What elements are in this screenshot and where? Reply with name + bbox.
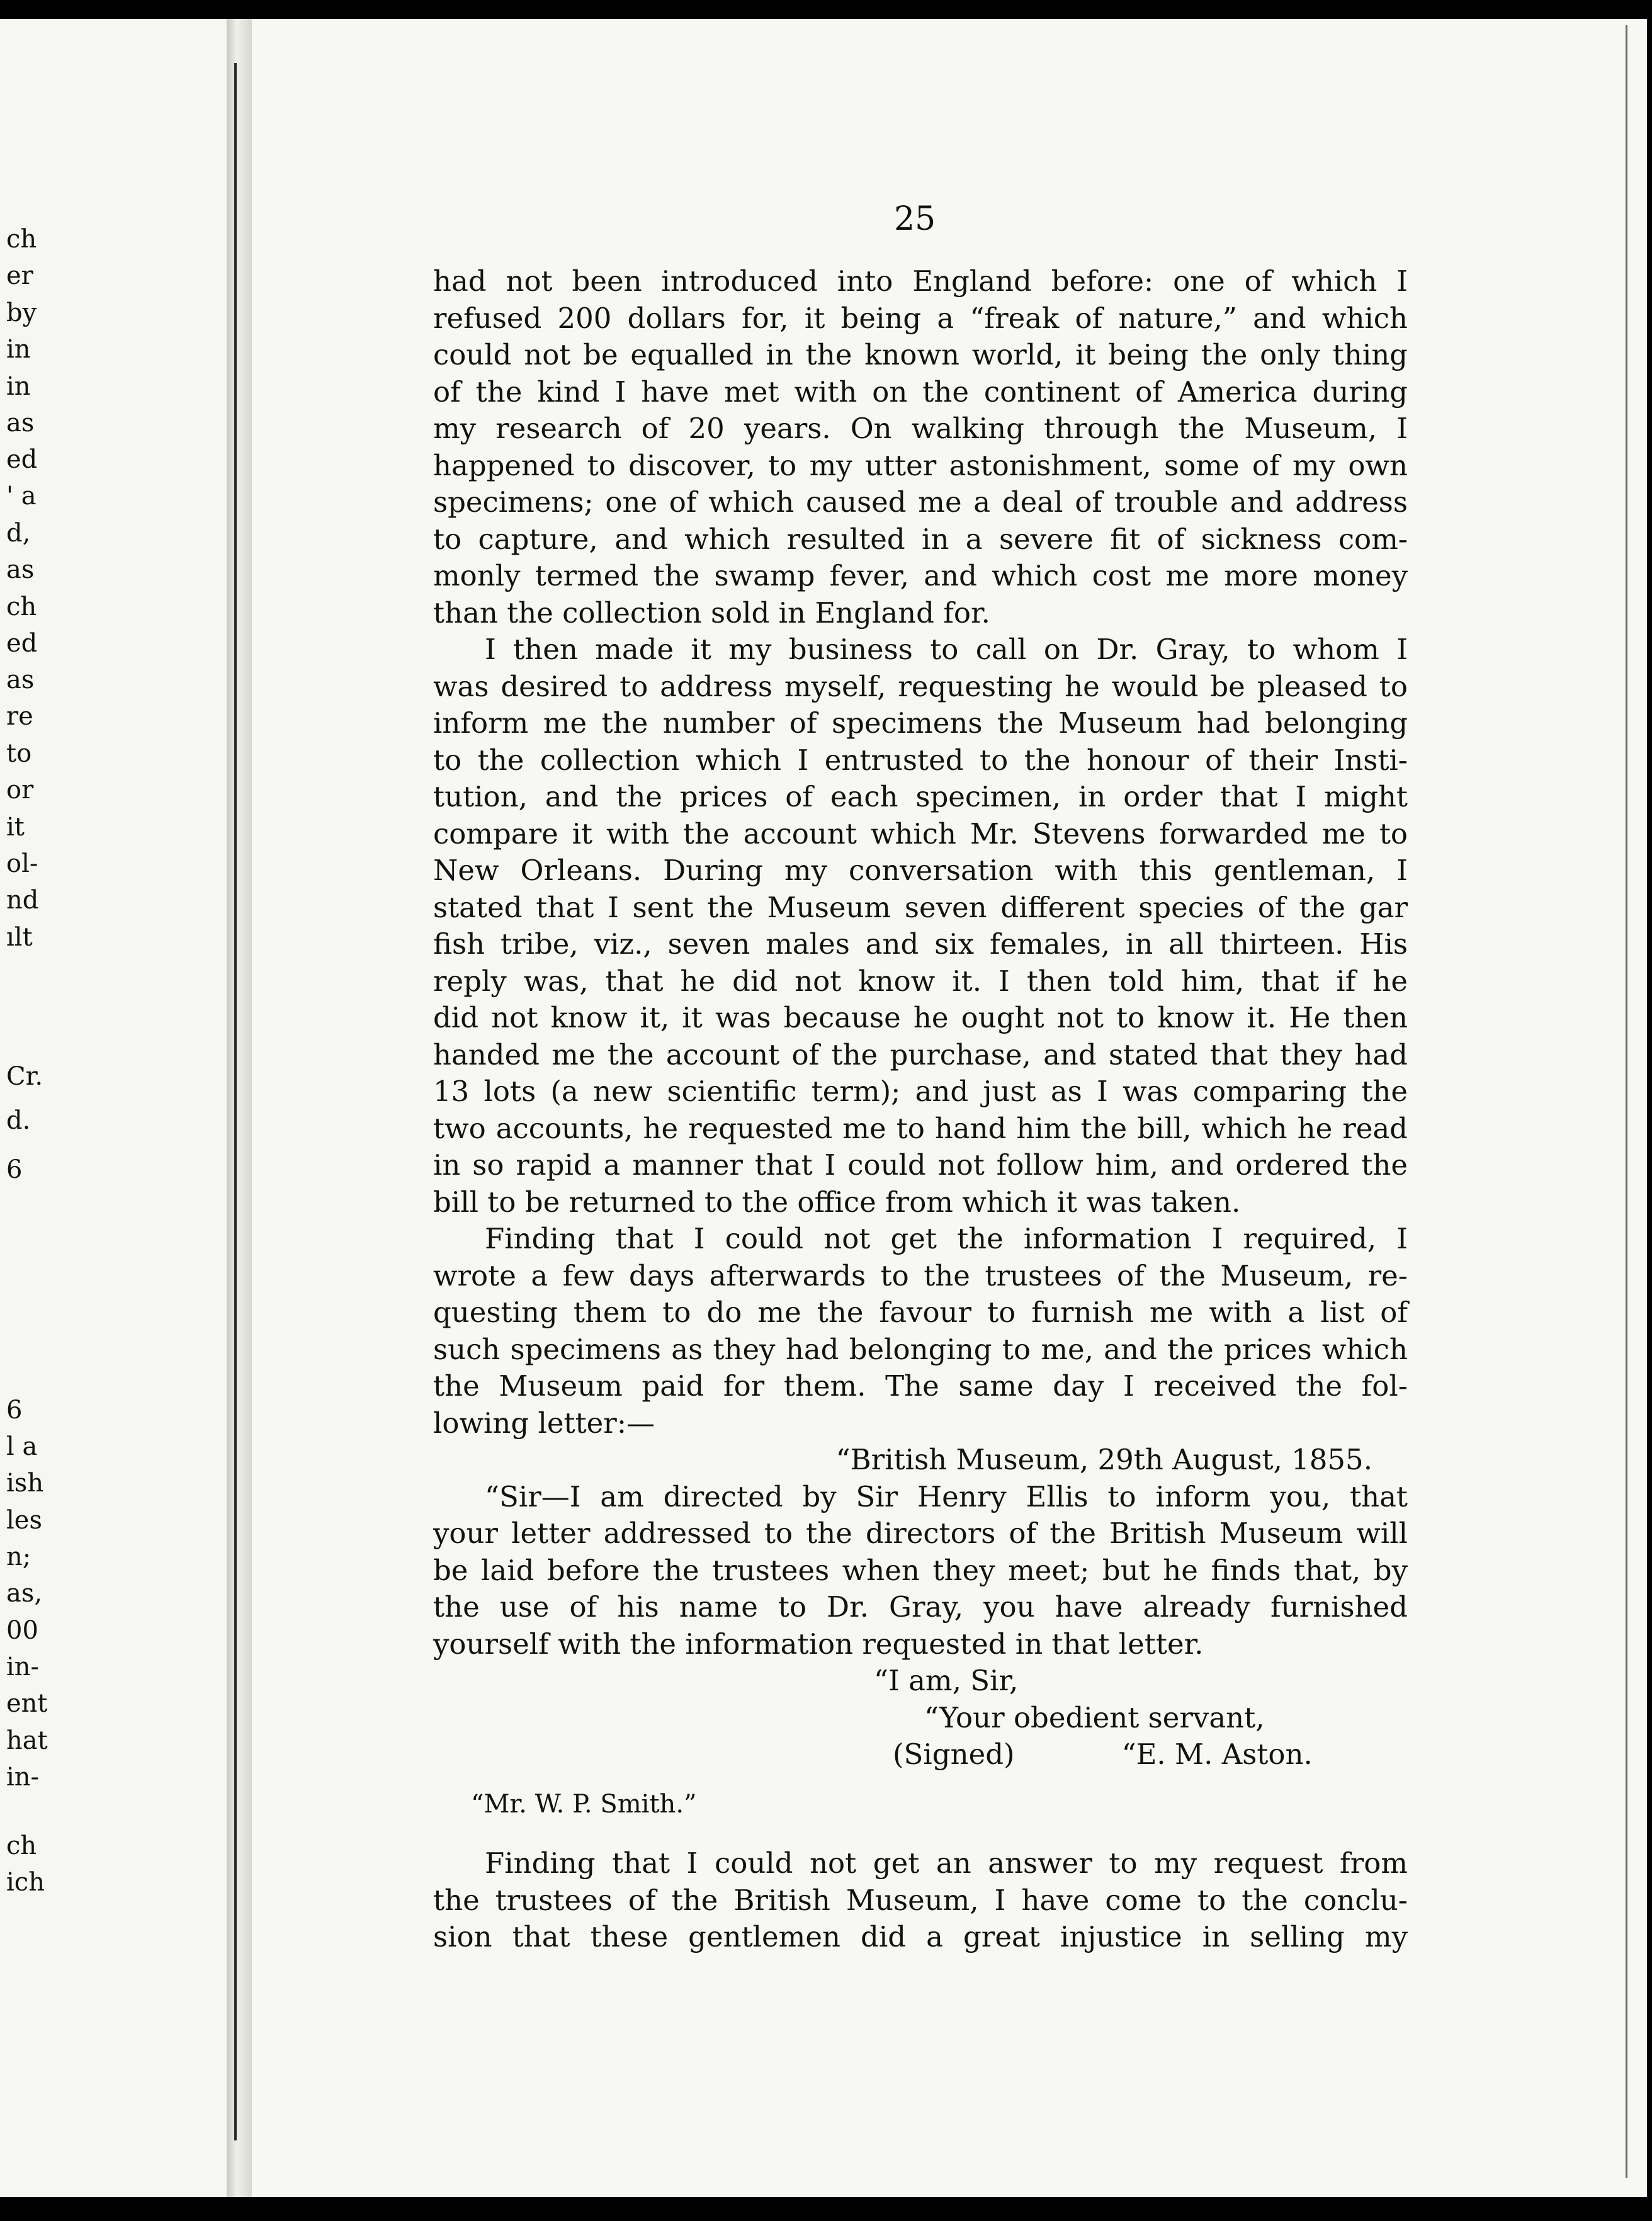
left-page-fragment: 6 <box>6 1396 23 1425</box>
text-line: such specimens as they had belonging to me, and the prices which <box>433 1332 1408 1366</box>
text-line: in so rapid a manner that I could not follow him, and ordered the <box>433 1148 1408 1182</box>
left-page-fragment: ol- <box>6 849 38 878</box>
text-line: the use of his name to Dr. Gray, you have already furnished <box>433 1590 1408 1624</box>
text-line: of the kind I have met with on the continent of America during <box>433 375 1408 409</box>
text-line: inform me the number of specimens the Museum had belonging <box>433 706 1408 740</box>
gutter-line <box>234 63 237 2140</box>
text-line: did not know it, it was because he ought not to know it. He then <box>433 1001 1408 1034</box>
text-line: refused 200 dollars for, it being a “freak of nature,” and which <box>433 301 1408 335</box>
text-line: to capture, and which resulted in a severe fit of sickness com- <box>433 522 1408 556</box>
left-page-fragment: as <box>6 555 35 584</box>
text-line: yourself with the information requested in that letter. <box>433 1627 1204 1661</box>
left-page-fragment: l a <box>6 1432 38 1461</box>
text-line: two accounts, he requested me to hand him the bill, which he read <box>433 1111 1408 1145</box>
left-page-fragment: 6 <box>6 1155 23 1184</box>
paragraph <box>433 631 1408 1221</box>
text-line: was desired to address myself, requesting he would be pleased to <box>433 669 1408 703</box>
left-page-fragment: hat <box>6 1726 48 1755</box>
text-line: monly termed the swamp fever, and which cost me more money <box>433 559 1408 592</box>
text-line: New Orleans. During my conversation with this gentleman, I <box>433 854 1408 887</box>
page-edge-line <box>1626 25 1627 2178</box>
text-line: “Sir—I am directed by Sir Henry Ellis to inform you, that <box>485 1479 1408 1513</box>
left-page-fragment: 00 <box>6 1616 38 1645</box>
left-page-fragment: as, <box>6 1579 43 1608</box>
left-page-fragment: ent <box>6 1689 48 1718</box>
paragraph <box>433 1221 1408 1442</box>
text-line: Finding that I could not get an answer to my request from <box>485 1846 1408 1880</box>
page-number: 25 <box>894 200 936 238</box>
left-page-fragment: as <box>6 409 35 438</box>
left-page-fragment: ich <box>6 1868 45 1897</box>
text-line: the trustees of the British Museum, I have come to the conclu- <box>433 1883 1408 1917</box>
left-page-fragment: ch <box>6 1831 37 1860</box>
text-line: 13 lots (a new scientific term); and just as I was comparing the <box>433 1075 1408 1108</box>
letter-dateline: “British Museum, 29th August, 1855. <box>835 1443 1372 1476</box>
left-page-fragment: by <box>6 298 37 327</box>
letter-body <box>433 1479 1408 1663</box>
text-line: lowing letter:— <box>433 1406 655 1440</box>
text-line: sion that these gentlemen did a great injustice in selling my <box>433 1920 1408 1953</box>
text-line: could not be equalled in the known world, it being the only thing <box>433 338 1408 371</box>
left-page-fragment: ed <box>6 629 38 658</box>
left-page-fragment: ed <box>6 445 38 474</box>
text-line: to the collection which I entrusted to the honour of their Insti- <box>433 743 1408 777</box>
left-page-fragment: nd <box>6 886 39 915</box>
left-page-fragment: in- <box>6 1763 40 1792</box>
letter-signature <box>433 1736 1408 1773</box>
text-line: compare it with the account which Mr. Stevens forwarded me to <box>433 817 1408 851</box>
text-line: your letter addressed to the directors of the British Museum will <box>433 1517 1408 1550</box>
letter-addressee: “Mr. W. P. Smith.” <box>471 1789 697 1819</box>
signatory-name: “E. M. Aston. <box>1121 1738 1313 1771</box>
text-line: the Museum paid for them. The same day I received the fol- <box>433 1369 1408 1403</box>
left-page-fragment: er <box>6 261 33 290</box>
text-line: fish tribe, viz., seven males and six females, in all thirteen. His <box>433 927 1408 961</box>
text-line: had not been introduced into England before: one of which I <box>433 264 1408 298</box>
left-page-fragment: it <box>6 813 25 842</box>
text-line: stated that I sent the Museum seven different species of the gar <box>433 890 1408 924</box>
left-page-fragment: ch <box>6 225 37 254</box>
left-page-fragment: ish <box>6 1469 44 1498</box>
text-line: handed me the account of the purchase, and stated that they had <box>433 1037 1408 1071</box>
book-spine <box>227 19 252 2197</box>
text-line: be laid before the trustees when they meet; but he finds that, by <box>433 1553 1408 1587</box>
text-line: happened to discover, to my utter astonishment, some of my own <box>433 448 1408 482</box>
text-line: questing them to do me the favour to furnish me with a list of <box>433 1296 1408 1329</box>
text-line: Finding that I could not get the information I required, I <box>485 1222 1408 1255</box>
text-line: than the collection sold in England for. <box>433 596 990 630</box>
left-page-fragment: les <box>6 1506 42 1535</box>
left-page-fragment: ch <box>6 592 37 621</box>
text-line: my research of 20 years. On walking through the Museum, I <box>433 412 1408 445</box>
left-page-fragment: in- <box>6 1653 40 1681</box>
letter-closing: “I am, Sir, <box>874 1664 1019 1697</box>
paragraph <box>433 263 1408 631</box>
signed-label: (Signed) <box>893 1738 1015 1771</box>
left-page-fragment: ılt <box>6 923 33 952</box>
left-page-fragment: as <box>6 665 35 694</box>
left-page-fragment: in <box>6 335 31 364</box>
body-text <box>433 263 1408 1956</box>
left-page-fragment: n; <box>6 1542 31 1571</box>
left-page-fragment: or <box>6 776 34 805</box>
text-line: wrote a few days afterwards to the trustees of the Museum, re- <box>433 1258 1408 1292</box>
text-line: reply was, that he did not know it. I then told him, that if he <box>433 964 1408 998</box>
left-page-fragment: in <box>6 372 31 401</box>
left-page-fragment: ' a <box>6 482 37 511</box>
left-page-fragment: Cr. <box>6 1062 43 1091</box>
left-page-fragment: to <box>6 739 32 768</box>
text-line: I then made it my business to call on Dr. Gray, to whom I <box>485 633 1408 666</box>
left-page-fragment: re <box>6 702 33 731</box>
left-page-fragment: d, <box>6 519 31 548</box>
paragraph <box>433 1845 1408 1956</box>
left-page-edge <box>0 19 227 2197</box>
text-line: tution, and the prices of each specimen, in order that I might <box>433 780 1408 813</box>
text-line: bill to be returned to the office from which it was taken. <box>433 1185 1241 1219</box>
text-line: specimens; one of which caused me a deal of trouble and address <box>433 485 1408 519</box>
left-page-fragment: d. <box>6 1106 31 1135</box>
letter-closing: “Your obedient servant, <box>924 1700 1265 1734</box>
